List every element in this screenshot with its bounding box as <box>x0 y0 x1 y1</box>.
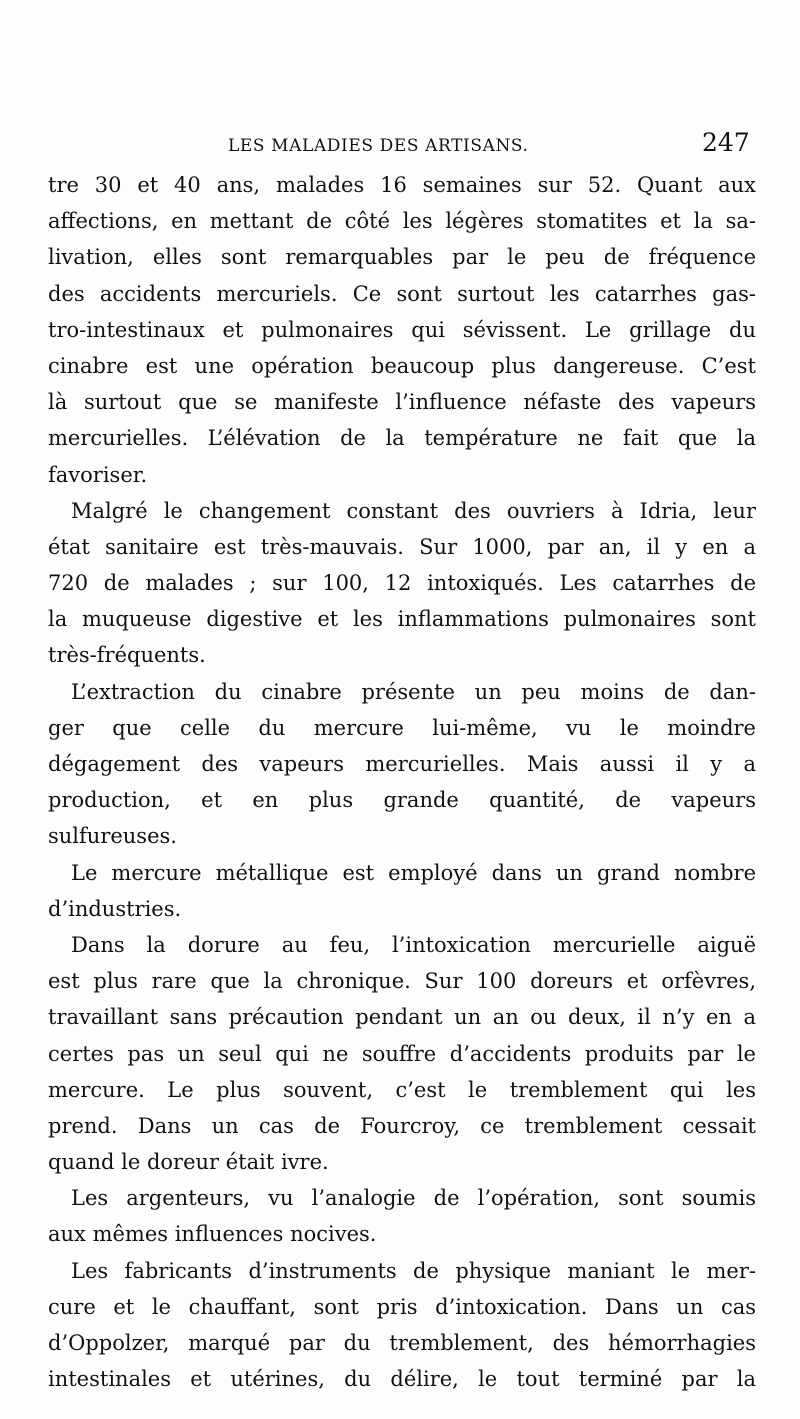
text-line: L’extraction du cinabre présente un peu moins de dan- <box>71 679 756 704</box>
text-line: cure et le chauffant, sont pris d’intoxication. Dans un cas <box>48 1294 756 1319</box>
page-number: 247 <box>702 128 750 157</box>
text-line: ger que celle du mercure lui-même, vu le moindre <box>48 715 756 740</box>
text-line: tro-intestinaux et pulmonaires qui sévissent. Le grillage du <box>48 317 756 342</box>
text-line: production, et en plus grande quantité, de vapeurs <box>48 788 756 813</box>
text-line: Malgré le changement constant des ouvriers à Idria, leur <box>71 498 756 523</box>
text-line: prend. Dans un cas de Fourcroy, ce tremblement cessait <box>48 1113 756 1138</box>
body-text <box>48 167 756 1397</box>
text-line: est plus rare que la chronique. Sur 100 doreurs et orfèvres, <box>48 969 756 994</box>
text-line: 720 de malades ; sur 100, 12 intoxiqués. Les catarrhes de <box>48 571 756 596</box>
text-line: très-fréquents. <box>48 643 206 668</box>
text-line: la muqueuse digestive et les inflammations pulmonaires sont <box>48 607 756 632</box>
text-line: Les fabricants d’instruments de physique maniant le mer- <box>71 1258 756 1283</box>
text-line: tre 30 et 40 ans, malades 16 semaines sur 52. Quant aux <box>48 173 756 197</box>
text-line: mercure. Le plus souvent, c’est le tremblement qui les <box>48 1077 756 1102</box>
text-line: Le mercure métallique est employé dans un grand nombre <box>71 860 756 885</box>
text-line: dégagement des vapeurs mercurielles. Mais aussi il y a <box>48 752 756 776</box>
page-header <box>0 128 800 164</box>
text-line: favoriser. <box>48 462 148 487</box>
text-line: quand le doreur était ivre. <box>48 1150 329 1175</box>
text-line: Les argenteurs, vu l’analogie de l’opération, sont soumis <box>71 1186 756 1211</box>
text-line: là surtout que se manifeste l’influence néfaste des vapeurs <box>48 390 756 415</box>
text-line: sulfureuses. <box>48 824 177 849</box>
text-line: état sanitaire est très-mauvais. Sur 1000, par an, il y en a <box>48 534 756 559</box>
text-line: travaillant sans précaution pendant un an ou deux, il n’y en a <box>48 1005 756 1030</box>
text-line: d’Oppolzer, marqué par du tremblement, des hémorrhagies <box>48 1331 756 1355</box>
text-line: livation, elles sont remarquables par le peu de fréquence <box>48 245 756 270</box>
text-line: d’industries. <box>48 896 182 921</box>
running-title: LES MALADIES DES ARTISANS. <box>228 136 529 156</box>
text-line: intestinales et utérines, du délire, le tout terminé par la <box>48 1367 756 1392</box>
text-line: Dans la dorure au feu, l’intoxication mercurielle aiguë <box>71 932 756 957</box>
text-line: cinabre est une opération beaucoup plus dangereuse. C’est <box>48 353 756 378</box>
text-line: mercurielles. L’élévation de la température ne fait que la <box>48 426 756 451</box>
text-line: certes pas un seul qui ne souffre d’accidents produits par le <box>48 1041 756 1066</box>
text-line: des accidents mercuriels. Ce sont surtout les catarrhes gas- <box>48 281 756 306</box>
text-line: aux mêmes influences nocives. <box>48 1222 377 1247</box>
text-line: affections, en mettant de côté les légères stomatites et la sa- <box>48 209 756 234</box>
